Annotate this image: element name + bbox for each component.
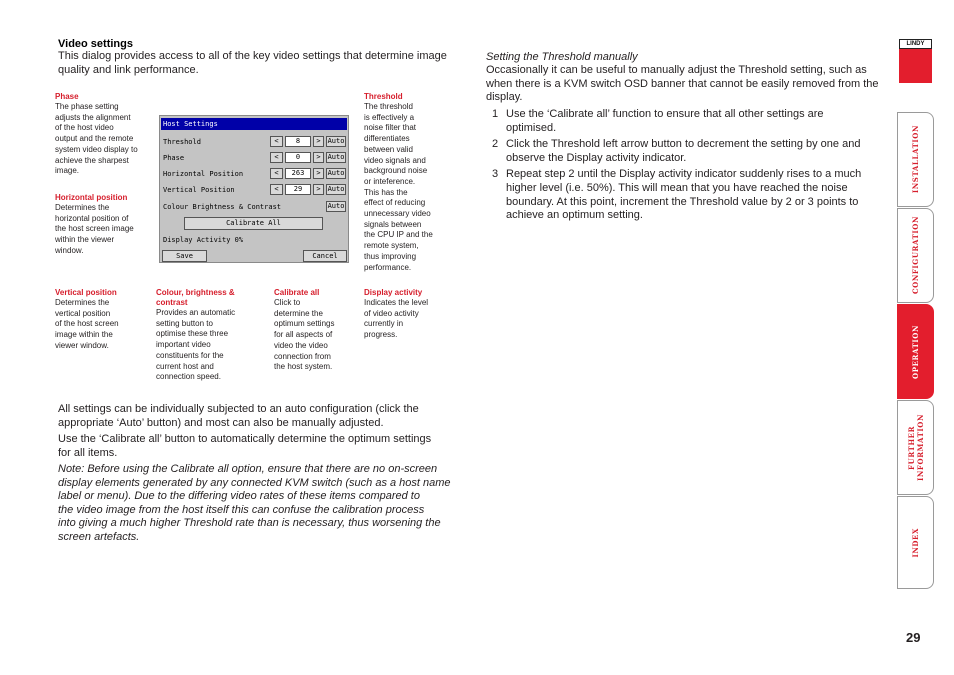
callout-text: Determines the vertical position of the host screen image within the viewer window. — [55, 298, 119, 350]
tab-label: OPERATION — [911, 324, 920, 379]
calibrate-paragraph: Use the ‘Calibrate all’ button to automatically determine the optimum settings for all items. — [58, 433, 432, 459]
phase-increase-button[interactable]: > — [313, 152, 324, 163]
horizontal-position-value: 263 — [285, 168, 311, 179]
tab-installation[interactable] — [897, 112, 934, 207]
callout-colour-brightness-contrast — [156, 288, 261, 383]
list-item: 2 Click the Threshold left arrow button to decrement the setting by one and observe the Display activity indicator. — [492, 138, 861, 164]
list-item: 1 Use the ‘Calibrate all’ function to ensure that all other settings are optimised. — [492, 108, 824, 134]
callout-title: Colour, brightness & contrast — [156, 288, 235, 307]
callout-phase — [55, 92, 155, 177]
cancel-button[interactable]: Cancel — [303, 250, 347, 262]
callout-text: Provides an automatic setting button to optimise these three important video constituents for the current host and connection speed. — [156, 308, 236, 382]
threshold-increase-button[interactable]: > — [313, 136, 324, 147]
callout-vertical-position — [55, 288, 150, 352]
intro-line: quality and link performance. — [58, 63, 199, 76]
threshold-label: Threshold — [163, 138, 201, 146]
steps-list — [486, 108, 881, 223]
vertical-position-value: 29 — [285, 184, 311, 195]
callout-title: Display activity — [364, 288, 423, 297]
logo-wordmark: LINDY — [899, 39, 932, 49]
tab-index[interactable] — [897, 496, 934, 589]
threshold-intro: Occasionally it can be useful to manually adjust the Threshold setting, such as when there is a KVM switch OSD banner that cannot be easily removed from the display. — [486, 64, 879, 104]
save-button[interactable]: Save — [162, 250, 207, 262]
phase-decrease-button[interactable]: < — [270, 152, 283, 163]
tab-operation[interactable] — [897, 304, 934, 399]
tab-label: INDEX — [911, 527, 920, 558]
horizontal-position-label: Horizontal Position — [163, 170, 244, 178]
phase-auto-button[interactable]: Auto — [327, 153, 345, 161]
callout-title: Threshold — [364, 92, 403, 101]
callout-title: Calibrate all — [274, 288, 320, 297]
vertical-decrease-button[interactable]: < — [270, 184, 283, 195]
tab-configuration[interactable] — [897, 208, 934, 303]
vertical-auto-button[interactable]: Auto — [327, 185, 345, 193]
lindy-logo — [899, 39, 932, 83]
vertical-increase-button[interactable]: > — [313, 184, 324, 195]
callout-display-activity — [364, 288, 454, 341]
callout-threshold — [364, 92, 449, 273]
tab-label: INSTALLATION — [911, 125, 920, 194]
page-number: 29 — [906, 630, 921, 645]
horizontal-increase-button[interactable]: > — [313, 168, 324, 179]
callout-text: The phase setting adjusts the alignment of the host video output and the remote system video display to achieve the sharpest image. — [55, 102, 138, 176]
phase-value: 0 — [285, 152, 311, 163]
callout-calibrate-all — [274, 288, 359, 373]
callout-title: Horizontal position — [55, 193, 128, 202]
callout-text: The threshold is effectively a noise filter that differentiates between valid video signals and background noise or inteference. This has the effect of reducing unnecessary video signals between the CPU IP and the remote system, thus improving performance. — [364, 102, 433, 272]
auto-config-paragraph: All settings can be individually subjected to an auto configuration (click the appropriate ‘Auto’ button) and most can also be manually adjusted. — [58, 403, 419, 429]
threshold-subheading: Setting the Threshold manually — [486, 51, 638, 63]
callout-text: Click to determine the optimum settings for all aspects of video the video connection from the host system. — [274, 298, 335, 372]
colour-brightness-contrast-label: Colour Brightness & Contrast — [163, 203, 282, 211]
threshold-decrease-button[interactable]: < — [270, 136, 283, 147]
vertical-position-label: Vertical Position — [163, 186, 235, 194]
note-paragraph: Note: Before using the Calibrate all option, ensure that there are no on-screen display elements generated by any connected KVM switch (such as a host name label or menu). Due to the differing video rates of these items compared to the video image from the host itself this can confuse the calibration process into giving a much higher Threshold rate than is necessary, thus worsening the screen artefacts. — [58, 463, 451, 543]
callout-title: Phase — [55, 92, 79, 101]
list-item: 3 Repeat step 2 until the Display activity indicator suddenly rises to a much higher level (i.e. 50%). This will mean that you have reached the noise boundary. At this point, increment the Threshold value by 2 or 3 points to achieve an optimum setting. — [492, 168, 862, 222]
horizontal-decrease-button[interactable]: < — [270, 168, 283, 179]
calibrate-all-button[interactable]: Calibrate All — [184, 217, 323, 230]
threshold-auto-button[interactable]: Auto — [327, 137, 345, 145]
tab-further-information[interactable] — [897, 400, 934, 495]
tab-label: FURTHER INFORMATION — [906, 414, 925, 481]
intro-paragraph — [58, 50, 458, 77]
callout-horizontal-position — [55, 193, 155, 257]
host-settings-dialog — [159, 115, 349, 263]
callout-title: Vertical position — [55, 288, 117, 297]
colour-auto-button[interactable]: Auto — [327, 202, 345, 210]
threshold-value: 8 — [285, 136, 311, 147]
horizontal-auto-button[interactable]: Auto — [327, 169, 345, 177]
logo-red-block — [899, 49, 932, 83]
section-heading: Video settings — [58, 38, 133, 50]
display-activity-indicator: Display Activity 0% — [163, 236, 244, 244]
tab-label: CONFIGURATION — [911, 216, 920, 295]
phase-label: Phase — [163, 154, 185, 162]
dialog-title: Host Settings — [161, 118, 347, 130]
callout-text: Indicates the level of video activity currently in progress. — [364, 298, 429, 340]
intro-line: This dialog provides access to all of the key video settings that determine image — [58, 50, 447, 62]
callout-text: Determines the horizontal position of the host screen image within the viewer window. — [55, 203, 134, 255]
